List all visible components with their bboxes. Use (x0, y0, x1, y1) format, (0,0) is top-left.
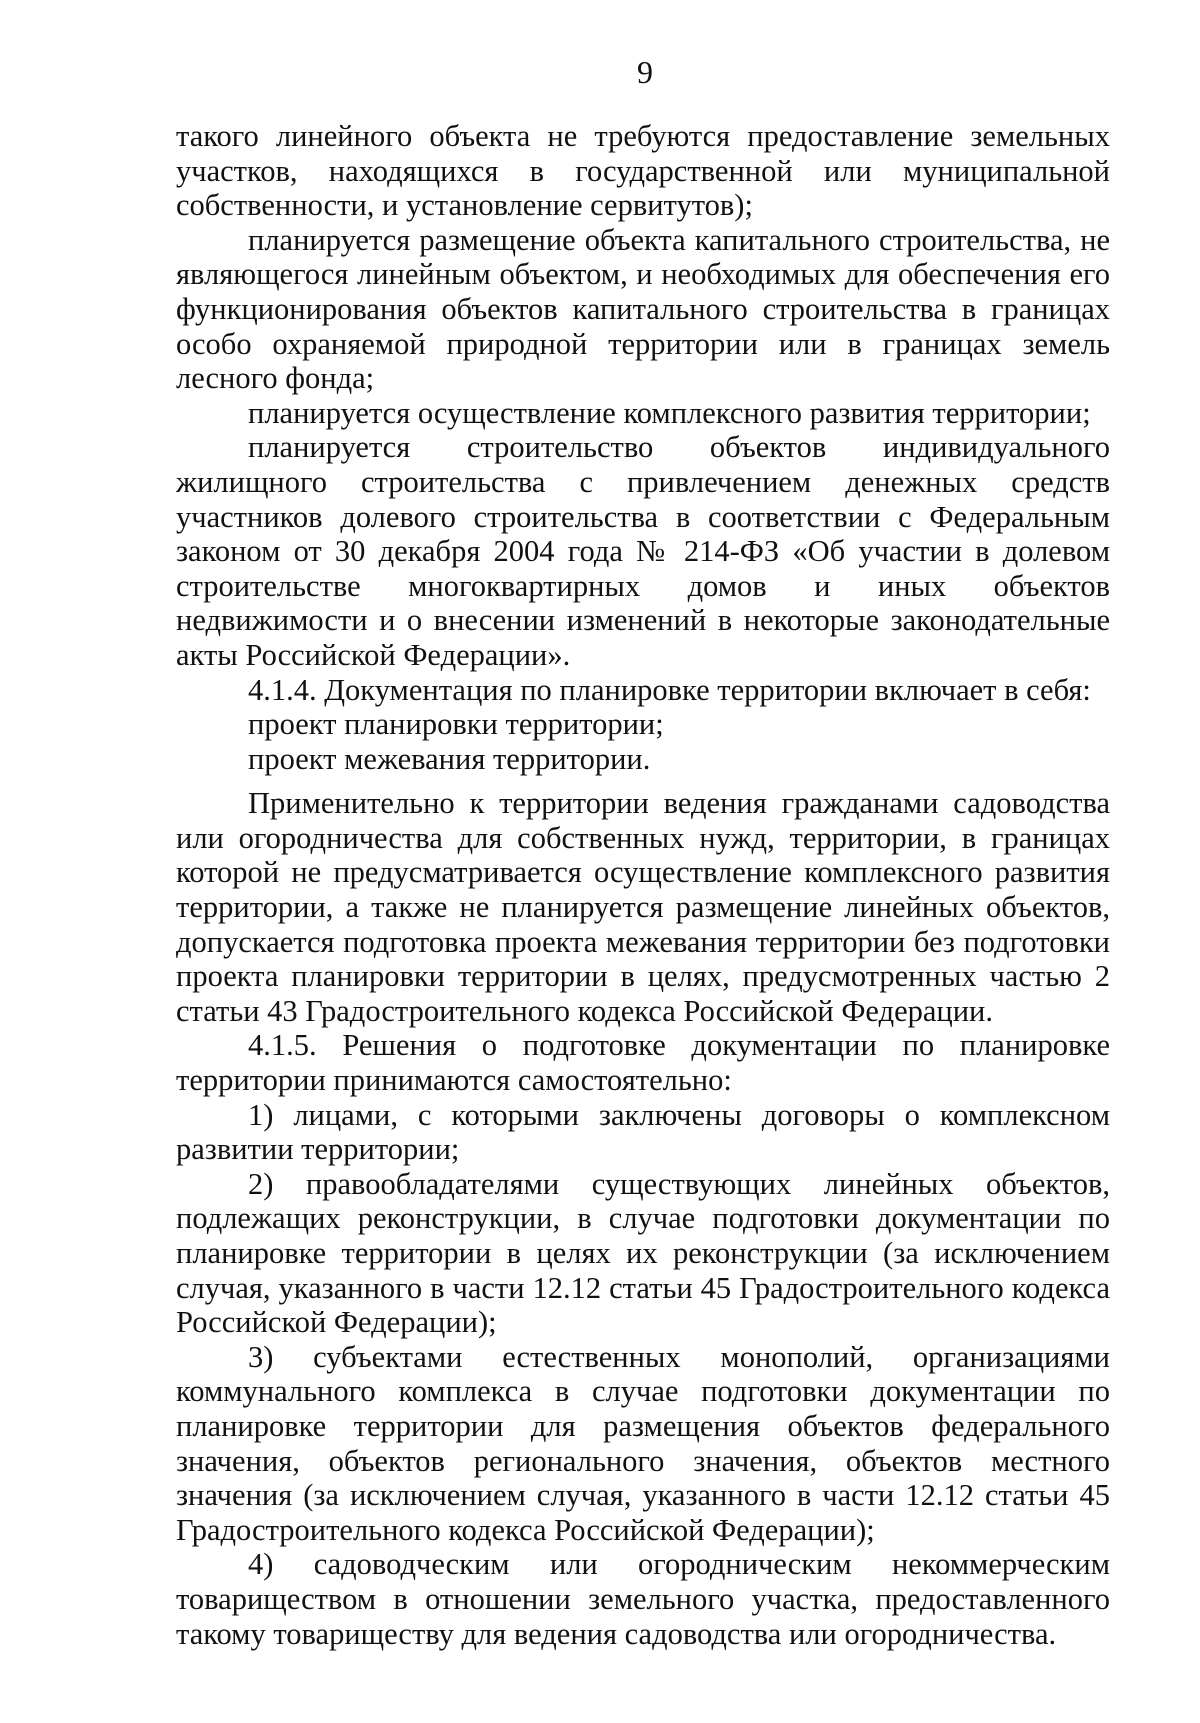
paragraph-individual-housing: планируется строительство объектов индивидуального жилищного строительства с привлечением денежных средств участников долевого строительства в соответствии с Федеральным законом от 30 декабря 2004 года № 214-ФЗ «Об участии в долевом строительстве многоквартирных домов и иных объектов недвижимости и о внесении изменений в некоторые законодательные акты Российской Федерации». (176, 430, 1110, 672)
paragraph-continuation: такого линейного объекта не требуются предоставление земельных участков, находящихся в государственной или муниципальной собственности, и установление сервитутов); (176, 119, 1110, 223)
paragraph-complex-development: планируется осуществление комплексного развития территории; (248, 395, 1091, 430)
paragraph-natural-territory: планируется размещение объекта капитального строительства, не являющегося линейным объектом, и необходимых для обеспечения его функционирования объектов капитального строительства в границах особо охраняемой природной территории или в границах земель лесного фонда; (176, 222, 1110, 396)
list-item-2: 2) правообладателями существующих линейных объектов, подлежащих реконструкции, в случае подготовки документации по планировке территории в целях их реконструкции (за исключением случая, указанного в части 12.12 статьи 45 Градостроительного кодекса Российской Федерации); (176, 1166, 1110, 1340)
page-number: 9 (637, 54, 653, 90)
list-item-1: 1) лицами, с которыми заключены договоры о комплексном развитии территории; (176, 1097, 1110, 1167)
paragraph-gardening: Применительно к территории ведения гражданами садоводства или огородничества для собственных нужд, территории, в границах которой не предусматривается осуществление комплексного развития территории, а также не планируется размещение линейных объектов, допускается подготовка проекта межевания территории без подготовки проекта планировки территории в целях, предусмотренных частью 2 статьи 43 Градостроительного кодекса Российской Федерации. (176, 786, 1110, 1028)
paragraph-4-1-4: 4.1.4. Документация по планировке территории включает в себя: (248, 672, 1091, 707)
list-item-surveying-project: проект межевания территории. (248, 741, 651, 776)
list-item-3: 3) субъектами естественных монополий, организациями коммунального комплекса в случае подготовки документации по планировке территории для размещения объектов федерального значения, объектов регионального значения, объектов местного значения (за исключением случая, указанного в части 12.12 статьи 45 Градостроительного кодекса Российской Федерации); (176, 1339, 1110, 1547)
paragraph-4-1-5: 4.1.5. Решения о подготовке документации по планировке территории принимаются самостоятельно: (176, 1028, 1110, 1098)
list-item-4: 4) садоводческим или огородническим некоммерческим товариществом в отношении земельного участка, предоставленного такому товариществу для ведения садоводства или огородничества. (176, 1547, 1110, 1651)
document-body (176, 119, 1110, 1651)
list-item-planning-project: проект планировки территории; (248, 707, 664, 742)
